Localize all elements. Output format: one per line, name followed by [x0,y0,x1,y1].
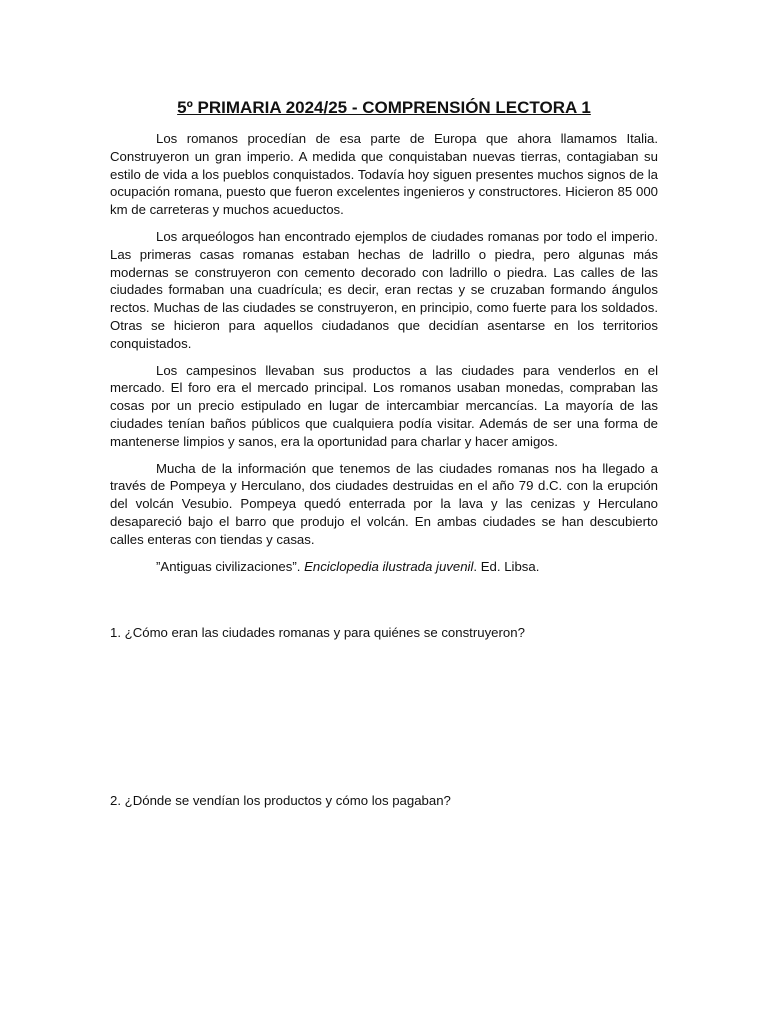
citation-source-title: ”Antiguas civilizaciones”. [156,558,301,574]
citation-publisher: . Ed. Libsa. [473,558,540,574]
paragraph-3: Los campesinos llevaban sus productos a las ciudades para venderlos en el mercado. El foro era el mercado principal. Los romanos usaban monedas, compraban las cosas por un precio estipulado en lugar de intercambiar mercancías. La mayoría de las ciudades tenían baños públicos que cualquiera podía visitar. Además de ser una forma de mantenerse limpios y sanos, era la oportunidad para charlar y hacer amigos. [110,362,658,449]
paragraph-2: Los arqueólogos han encontrado ejemplos de ciudades romanas por todo el imperio. Las primeras casas romanas estaban hechas de ladrillo o piedra, pero algunas más modernas se construyeron con cemento decorado con ladrillo o piedra. Las calles de las ciudades formaban una cuadrícula; es decir, eran rectas y se cruzaban formando ángulos rectos. Muchas de las ciudades se construyeron, en principio, como fuerte para los soldados. Otras se hicieron para aquellos ciudadanos que decidían asentarse en los territorios conquistados. [110,228,658,351]
citation [110,558,658,576]
question-1: 1. ¿Cómo eran las ciudades romanas y para quiénes se construyeron? [110,625,525,640]
paragraph-1: Los romanos procedían de esa parte de Europa que ahora llamamos Italia. Construyeron un gran imperio. A medida que conquistaban nuevas tierras, contagiaban su estilo de vida a los pueblos conquistados. Todavía hoy siguen presentes muchos signos de la ocupación romana, puesto que fueron excelentes ingenieros y constructores. Hicieron 85 000 km de carreteras y muchos acueductos. [110,131,658,218]
question-2: 2. ¿Dónde se vendían los productos y cómo los pagaban? [110,793,451,808]
document-title: 5º PRIMARIA 2024/25 - COMPRENSIÓN LECTORA 1 [177,98,591,117]
citation-book-title: Enciclopedia ilustrada juvenil [304,558,474,574]
document-page [110,96,658,808]
paragraph-4: Mucha de la información que tenemos de las ciudades romanas nos ha llegado a través de Pompeya y Herculano, dos ciudades destruidas en el año 79 d.C. con la erupción del volcán Vesubio. Pompeya quedó enterrada por la lava y las cenizas y Herculano desapareció bajo el barro que produjo el volcán. En ambas ciudades se han descubierto calles enteras con tiendas y casas. [110,460,658,547]
